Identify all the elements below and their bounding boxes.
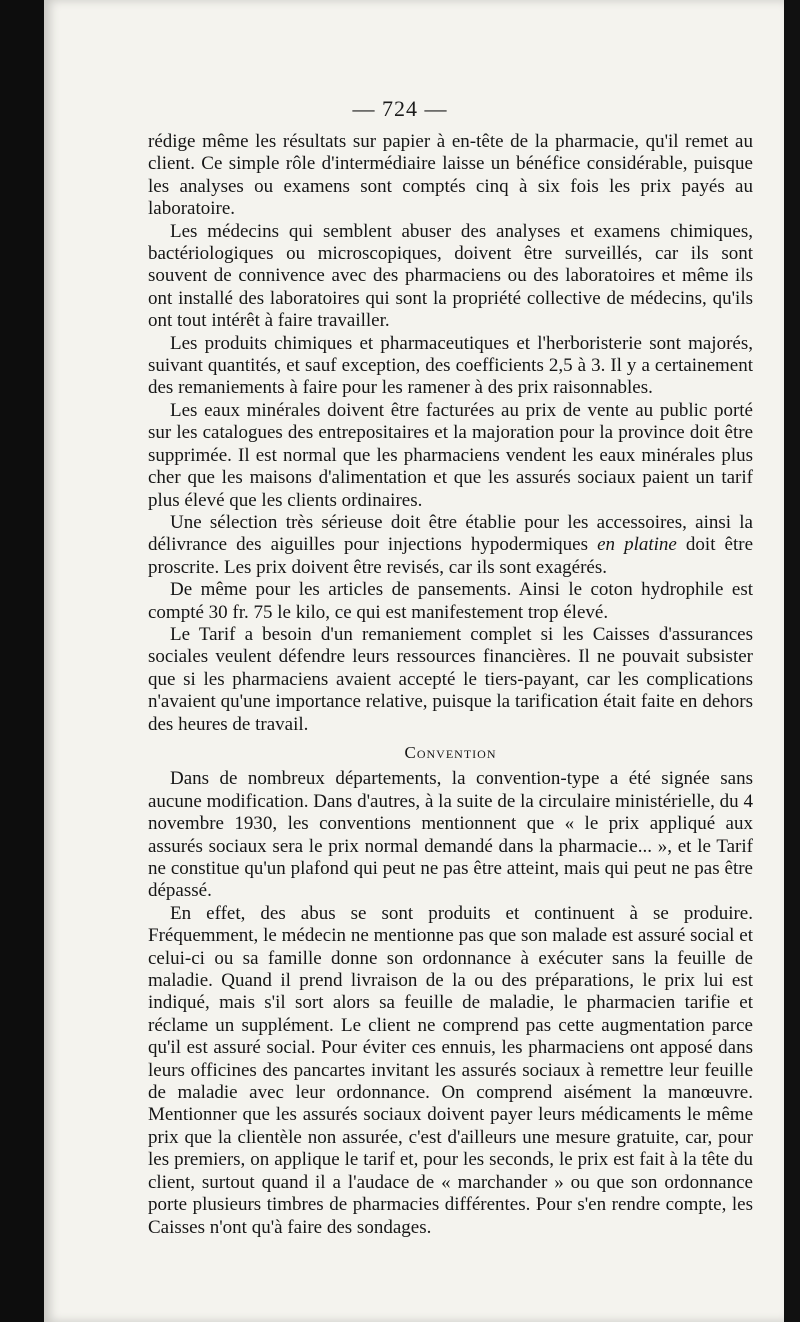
paragraph: rédige même les résultats sur papier à en-tête de la pharmacie, qu'il remet au client. Ce simple rôle d'intermédiaire laisse un bénéfice considérable, puisque les analyses ou examens sont comptés cinq à six fois les prix payés au laboratoire. xyxy=(148,131,753,220)
paragraph: De même pour les articles de pansements. Ainsi le coton hydrophile est compté 30 fr. 75 le kilo, ce qui est manifestement trop élevé. xyxy=(148,579,753,623)
paragraph: Les produits chimiques et pharmaceutiques et l'herboristerie sont majorés, suivant quantités, et sauf exception, des coefficients 2,5 à 3. Il y a certainement des remaniements à faire pour les ramener à des prix raisonnables. xyxy=(148,332,753,399)
paragraph-text: doit être proscrite. Les prix doivent être revisés, car ils sont exagérés. xyxy=(148,534,754,578)
scan-border-right xyxy=(784,0,800,1322)
paragraph-accessoires xyxy=(148,512,753,579)
paragraph: Les eaux minérales doivent être facturées au prix de vente au public porté sur les catalogues des entrepositaires et la majoration pour la province doit être supprimée. Il est normal que les pharmaciens vendent les eaux minérales plus cher que les maisons d'alimentation et que les assurés sociaux paient un tarif plus élevé que les clients ordinaires. xyxy=(148,399,753,511)
scan-border-left xyxy=(0,0,44,1322)
paragraph: En effet, des abus se sont produits et continuent à se produire. Fréquemment, le médecin ne mentionne pas que son malade est assuré social et celui-ci ou sa famille donne son ordonnance à exécuter sans la feuille de maladie. Quand il prend livraison de la ou des préparations, le prix lui est indiqué, mais s'il sort alors sa feuille de maladie, le pharmacien tarifie et réclame un supplément. Le client ne comprend pas cette augmentation parce qu'il est assuré social. Pour éviter ces ennuis, les pharmaciens ont apposé dans leurs officines des pancartes invitant les assurés sociaux à remettre leur feuille de maladie avec leur ordonnance. On comprend aisément la manœuvre. Mentionner que les assurés sociaux doivent payer leurs médicaments le même prix que la clientèle non assurée, c'est d'ailleurs une mesure gratuite, car, pour les premiers, on applique le tarif et, pour les seconds, le prix est fait à la tête du client, surtout quand il a l'audace de « marchander » ou que son ordonnance porte plusieurs timbres de pharmacies différentes. Pour s'en rendre compte, les Caisses n'ont qu'à faire des sondages. xyxy=(148,902,753,1238)
paragraph-text: Une sélection très sérieuse doit être établie pour les accessoires, ainsi la délivrance des aiguilles pour injections hypodermiques xyxy=(148,511,753,556)
italic-phrase: en platine xyxy=(597,534,677,556)
paragraph: Les médecins qui semblent abuser des analyses et examens chimiques, bactériologiques ou microscopiques, doivent être surveillés, car ils sont souvent de connivence avec des pharmaciens ou des laboratoires et même ils ont installé des laboratoires qui sont la propriété collective de médecins, qu'ils ont tout intérêt à faire travailler. xyxy=(148,220,753,332)
body-text xyxy=(148,131,753,1239)
paragraph: Le Tarif a besoin d'un remaniement complet si les Caisses d'assurances sociales veulent défendre leurs ressources financières. Il ne pouvait subsister que si les pharmaciens avaient accepté le tiers-payant, car les complications n'avaient qu'une importance relative, puisque la tarification était faite en dehors des heures de travail. xyxy=(148,623,753,735)
section-heading: Convention xyxy=(404,742,497,762)
page-number: — 724 — xyxy=(352,96,448,121)
paragraph: Dans de nombreux départements, la convention-type a été signée sans aucune modification. Dans d'autres, à la suite de la circulaire ministérielle, du 4 novembre 1930, les conventions mentionnent que « le prix appliqué aux assurés sociaux sera le prix normal demandé dans la pharmacie... », et le Tarif ne constitue qu'un plafond qui peut ne pas être atteint, mais qui peut ne pas être dépassé. xyxy=(148,768,753,902)
